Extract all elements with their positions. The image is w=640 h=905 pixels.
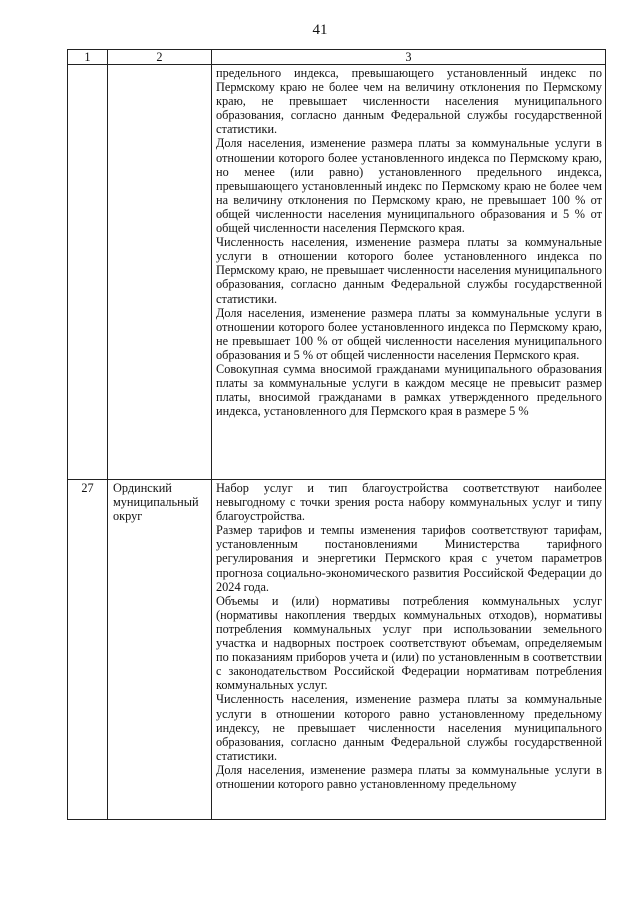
row-number <box>68 65 108 480</box>
paragraph: Доля населения, изменение размера платы за коммунальные услуги в отношении которого более установленного индекса по Пермскому краю, не превышает 100 % от общей численности населения муниципального образования и 5 % от общей численности населения Пермского края. <box>216 305 602 362</box>
paragraph: Набор услуг и тип благоустройства соответствуют наиболее невыгодному с точки зрения роста набору коммунальных услуг и типу благоустройства. <box>216 481 602 524</box>
municipality-name <box>108 65 212 480</box>
paragraph: Численность населения, изменение размера платы за коммунальные услуги в отношении которого более установленного индекса по Пермскому краю, не превышает численности населения муниципального образования, согласно данным Федеральной службы государственной статистики. <box>216 235 602 306</box>
paragraph: Объемы и (или) нормативы потребления коммунальных услуг (нормативы накопления твердых коммунальных отходов), нормативы потребления коммунальных услуг при использовании земельного участка и надворных построек соответствуют объемам, определяемым по показаниям приборов учета и (или) по установленным в соответствии с законодательством Российской Федерации нормативам потребления коммунальных услуг. <box>216 593 602 693</box>
paragraph: Размер тарифов и темпы изменения тарифов соответствуют тарифам, установленным постановлениями Министерства тарифного регулирования и энергетики Пермского края с учетом параметров прогноза социально-экономического развития Российской Федерации до 2024 года. <box>216 523 602 594</box>
conditions-cell <box>212 480 606 820</box>
paragraph: Численность населения, изменение размера платы за коммунальные услуги в отношении которого равно установленному предельному индексу, не превышает численности населения муниципального образования, согласно данным Федеральной службы государственной статистики. <box>216 692 602 763</box>
table-header-row <box>68 50 606 65</box>
municipality-name: Ординский муниципальный округ <box>108 480 212 820</box>
column-header-2: 2 <box>108 50 212 65</box>
table-row <box>68 65 606 480</box>
table-row <box>68 480 606 820</box>
row-number: 27 <box>68 480 108 820</box>
conditions-cell <box>212 65 606 480</box>
column-header-3: 3 <box>212 50 606 65</box>
page-number: 41 <box>312 22 328 38</box>
paragraph: Совокупная сумма вносимой гражданами муниципального образования платы за коммунальные услуги в каждом месяце не превысит размер платы, вносимой гражданами в рамках утвержденного предельного индекса, установленного для Пермского края в размере 5 % <box>216 361 602 419</box>
paragraph: Доля населения, изменение размера платы за коммунальные услуги в отношении которого более установленного индекса по Пермскому краю, но менее (или равно) установленного предельного индекса, превышающего установленный индекс по Пермскому краю не более чем на величину отклонения по Пермскому краю, не превышает 100 % от общей численности населения муниципального образования и 5 % от общей численности населения Пермского края. <box>216 136 602 236</box>
column-header-1: 1 <box>68 50 108 65</box>
paragraph: предельного индекса, превышающего установленный индекс по Пермскому краю не более чем на величину отклонения по Пермскому краю, не превышает численности населения муниципального образования, согласно данным Федеральной службы государственной статистики. <box>216 66 602 137</box>
document-table <box>67 49 606 820</box>
paragraph: Доля населения, изменение размера платы за коммунальные услуги в отношении которого равно установленному предельному <box>216 762 602 791</box>
